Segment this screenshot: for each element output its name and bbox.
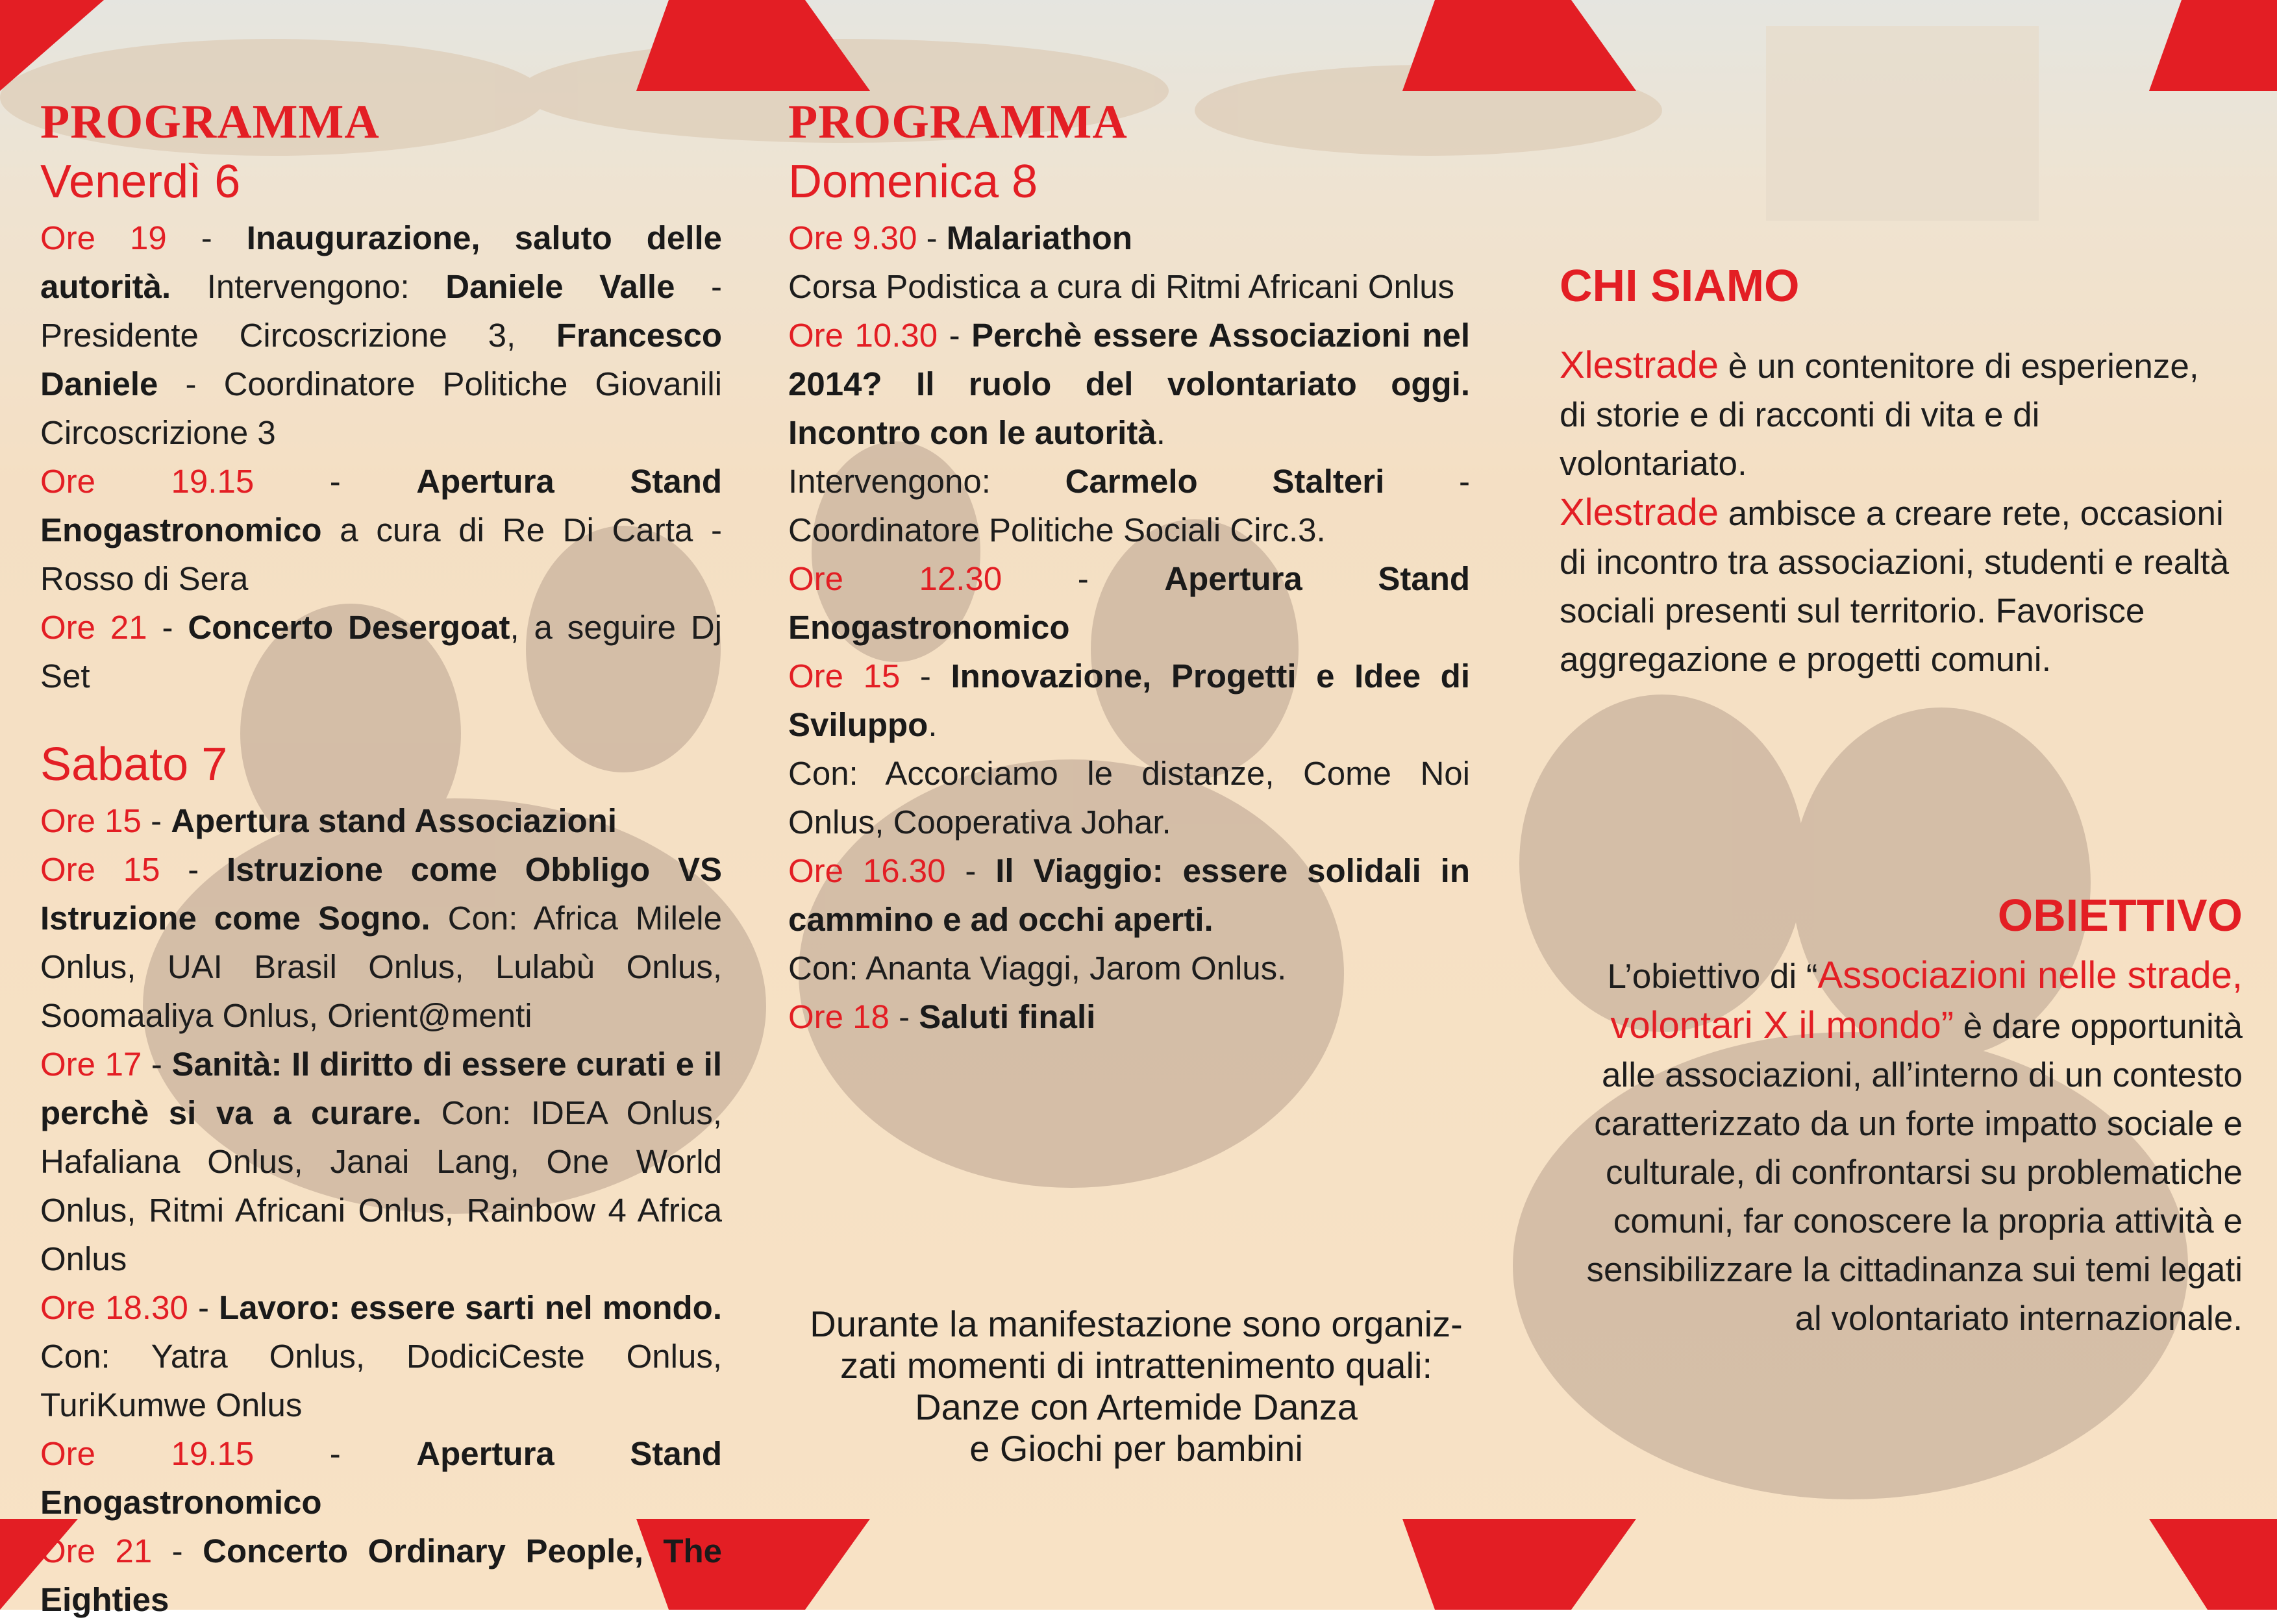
entertainment-note (766, 1303, 1506, 1470)
program-left-column (40, 94, 722, 1624)
obiettivo-section (1560, 886, 2243, 1343)
chi-siamo-paragraph: Xlestrade è un contenitore di esperienze, di storie e di racconti di vita e di volontariato. (1560, 344, 2199, 483)
list-item: Ore 12.30 - Apertura Stand Enogastronomico (788, 560, 1470, 646)
list-item: Ore 17 - Sanità: Il diritto di essere curati e il perchè si va a curare. Con: IDEA Onlus, Hafaliana Onlus, Janai Lang, One World Onlus, Ritmi Africani Onlus, Rainbow 4 Africa Onlus (40, 1046, 722, 1277)
list-item: Ore 19.15 - Apertura Stand Enogastronomico (40, 1435, 722, 1521)
note-line: Danze con Artemide Danza (915, 1386, 1358, 1427)
chi-siamo-title: CHI SIAMO (1560, 260, 1800, 311)
note-line: e Giochi per bambini (969, 1428, 1303, 1469)
list-item: Ore 19 - Inaugurazione, saluto delle autorità. Intervengono: Daniele Valle - Presidente Circoscrizione 3, Francesco Daniele - Coordinatore Politiche Giovanili Circoscrizione 3 (40, 219, 722, 451)
list-item: Ore 16.30 - Il Viaggio: essere solidali in cammino e ad occhi aperti. (788, 852, 1471, 938)
day-title-friday: Venerdì 6 (40, 156, 241, 208)
list-item: Ore 15 - Innovazione, Progetti e Idee di Sviluppo. (788, 658, 1470, 743)
note-line: zati momenti di intrattenimento quali: (840, 1345, 1432, 1386)
program-middle-column (788, 94, 1470, 1041)
list-item: Ore 19.15 - Apertura Stand Enogastronomico a cura di Re Di Carta - Rosso di Sera (40, 463, 722, 597)
list-item-detail: Con: Accorciamo le distanze, Come Noi Onlus, Cooperativa Johar. (788, 755, 1470, 841)
list-item: Ore 15 - Istruzione come Obbligo VS Istruzione come Sogno. Con: Africa Milele Onlus, UAI Brasil Onlus, Lulabù Onlus, Soomaaliya Onlus, Orient@menti (40, 851, 722, 1034)
list-item-detail: Intervengono: Carmelo Stalteri - Coordinatore Politiche Sociali Circ.3. (788, 463, 1470, 548)
chi-siamo-section (1560, 256, 2235, 684)
program-heading: PROGRAMMA (788, 95, 1128, 149)
list-item: Ore 9.30 - Malariathon (788, 219, 1132, 256)
note-line: Durante la manifestazione sono organiz- (810, 1303, 1463, 1344)
list-item-detail: Con: Ananta Viaggi, Jarom Onlus. (788, 950, 1287, 987)
list-item: Ore 21 - Concerto Ordinary People, The Eighties (40, 1532, 723, 1618)
obiettivo-title: OBIETTIVO (1997, 890, 2243, 941)
day-title-sunday: Domenica 8 (788, 156, 1038, 208)
day-title-saturday: Sabato 7 (40, 739, 228, 791)
list-item: Ore 10.30 - Perchè essere Associazioni nel 2014? Il ruolo del volontariato oggi. Incontro con le autorità. (788, 317, 1470, 451)
list-item-detail: Corsa Podistica a cura di Ritmi Africani Onlus (788, 268, 1455, 305)
list-item: Ore 21 - Concerto Desergoat, a seguire Dj Set (40, 609, 722, 695)
obiettivo-paragraph: L’obiettivo di “Associazioni nelle strade, volontari X il mondo” è dare opportunità alle associazioni, all’interno di un contesto caratterizzato da un forte impatto sociale e culturale, di confrontarsi su problematiche comuni, far conoscere la propria attività e sensibilizzare la cittadinanza sui temi legati al volontariato internazionale. (1586, 954, 2243, 1338)
list-item: Ore 15 - Apertura stand Associazioni (40, 802, 617, 839)
list-item: Ore 18 - Saluti finali (788, 998, 1096, 1035)
chi-siamo-paragraph: Xlestrade ambisce a creare rete, occasioni di incontro tra associazioni, studenti e realtà sociali presenti sul territorio. Favorisce aggregazione e progetti comuni. (1560, 491, 2230, 679)
list-item: Ore 18.30 - Lavoro: essere sarti nel mondo. Con: Yatra Onlus, DodiciCeste Onlus, TuriKumwe Onlus (40, 1289, 723, 1423)
program-heading: PROGRAMMA (40, 95, 380, 149)
